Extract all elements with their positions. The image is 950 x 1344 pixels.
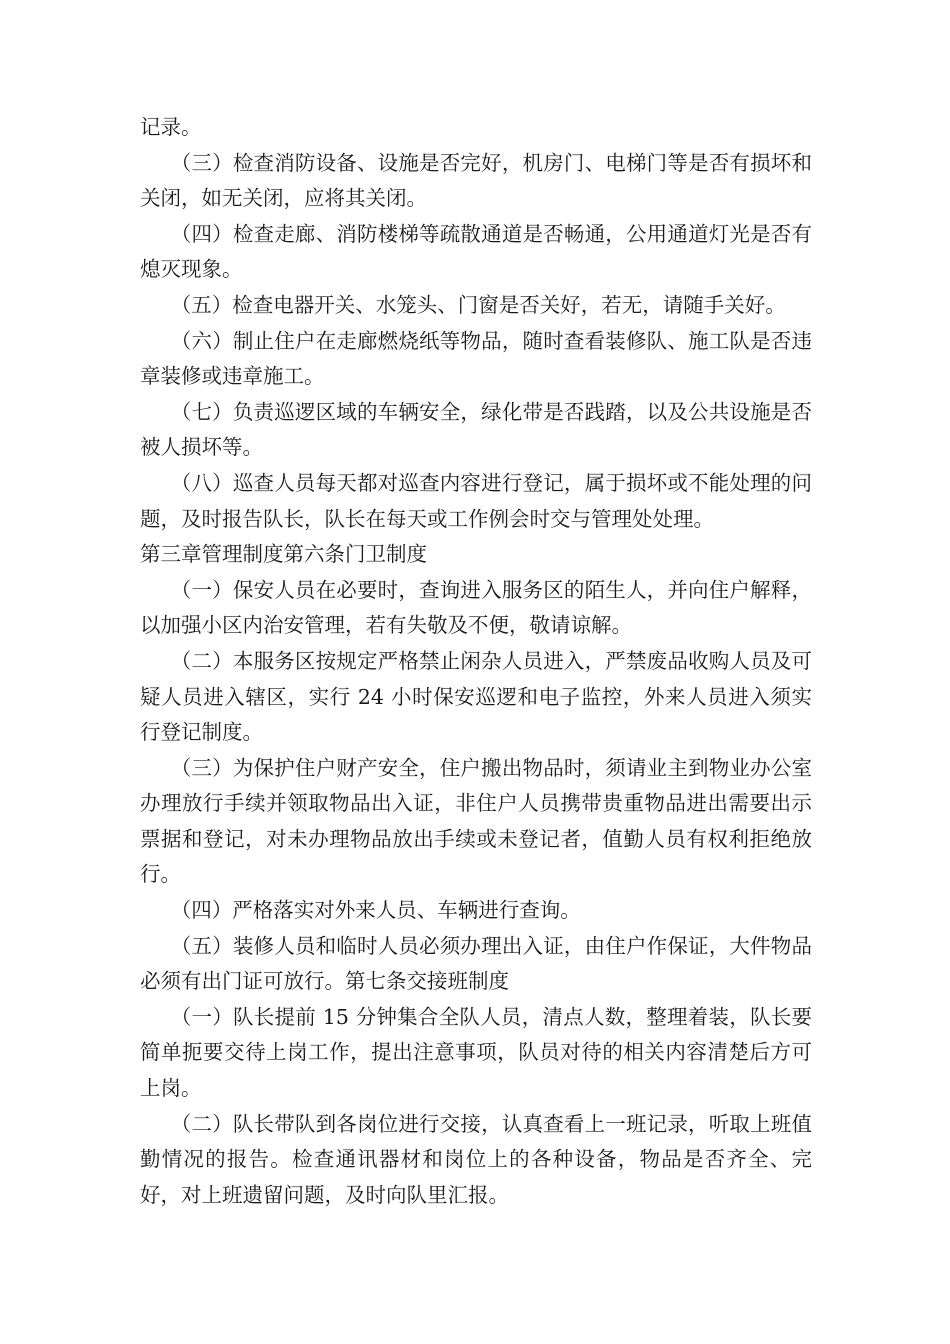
paragraph-item-4-evacuation: （四）检查走廊、消防楼梯等疏散通道是否畅通，公用通道灯光是否有熄灭现象。: [140, 221, 812, 282]
paragraph-gate-item-4: （四）严格落实对外来人员、车辆进行查询。: [170, 898, 581, 923]
paragraph-item-7-vehicles: （七）负责巡逻区域的车辆安全，绿化带是否践踏，以及公共设施是否被人损坏等。: [140, 399, 812, 460]
paragraph-item-3-fire-equipment: （三）检查消防设备、设施是否完好，机房门、电梯门等是否有损坏和关闭，如无关闭，应将其关闭。: [140, 150, 812, 211]
paragraph-gate-item-2: （二）本服务区按规定严格禁止闲杂人员进入，严禁废品收购人员及可疑人员进入辖区，实行 24 小时保安巡逻和电子监控，外来人员进入须实行登记制度。: [140, 648, 812, 745]
paragraph-item-6-corridor: （六）制止住户在走廊燃烧纸等物品，随时查看装修队、施工队是否违章装修或违章施工。: [140, 328, 812, 389]
paragraph-continuation: 记录。: [140, 115, 202, 139]
document-body: [140, 110, 812, 1213]
paragraph-item-5-switches: （五）检查电器开关、水笼头、门窗是否关好，若无，请随手关好。: [170, 292, 786, 317]
paragraph-gate-item-1: （一）保安人员在必要时，查询进入服务区的陌生人，并向住户解释，以加强小区内治安管理，若有失敬及不便，敬请谅解。: [140, 577, 812, 638]
section-heading-gate-rules: 第三章管理制度第六条门卫制度: [140, 542, 427, 567]
paragraph-gate-item-3: （三）为保护住户财产安全，住户搬出物品时，须请业主到物业办公室办理放行手续并领取物品出入证，非住户人员携带贵重物品进出需要出示票据和登记，对未办理物品放出手续或未登记者，值勤人员有权利拒绝放行。: [140, 755, 812, 887]
paragraph-shift-item-2: （二）队长带队到各岗位进行交接，认真查看上一班记录，听取上班值勤情况的报告。检查通讯器材和岗位上的各种设备，物品是否齐全、完好，对上班遗留问题，及时向队里汇报。: [140, 1111, 812, 1207]
paragraph-gate-item-5: （五）装修人员和临时人员必须办理出入证，由住户作保证，大件物品必须有出门证可放行。第七条交接班制度: [140, 933, 812, 994]
paragraph-item-8-records: （八）巡查人员每天都对巡查内容进行登记，属于损坏或不能处理的问题，及时报告队长，队长在每天或工作例会时交与管理处处理。: [140, 470, 812, 531]
paragraph-shift-item-1: （一）队长提前 15 分钟集合全队人员，清点人数，整理着装，队长要简单扼要交待上岗工作，提出注意事项，队员对待的相关内容清楚后方可上岗。: [140, 1004, 812, 1101]
